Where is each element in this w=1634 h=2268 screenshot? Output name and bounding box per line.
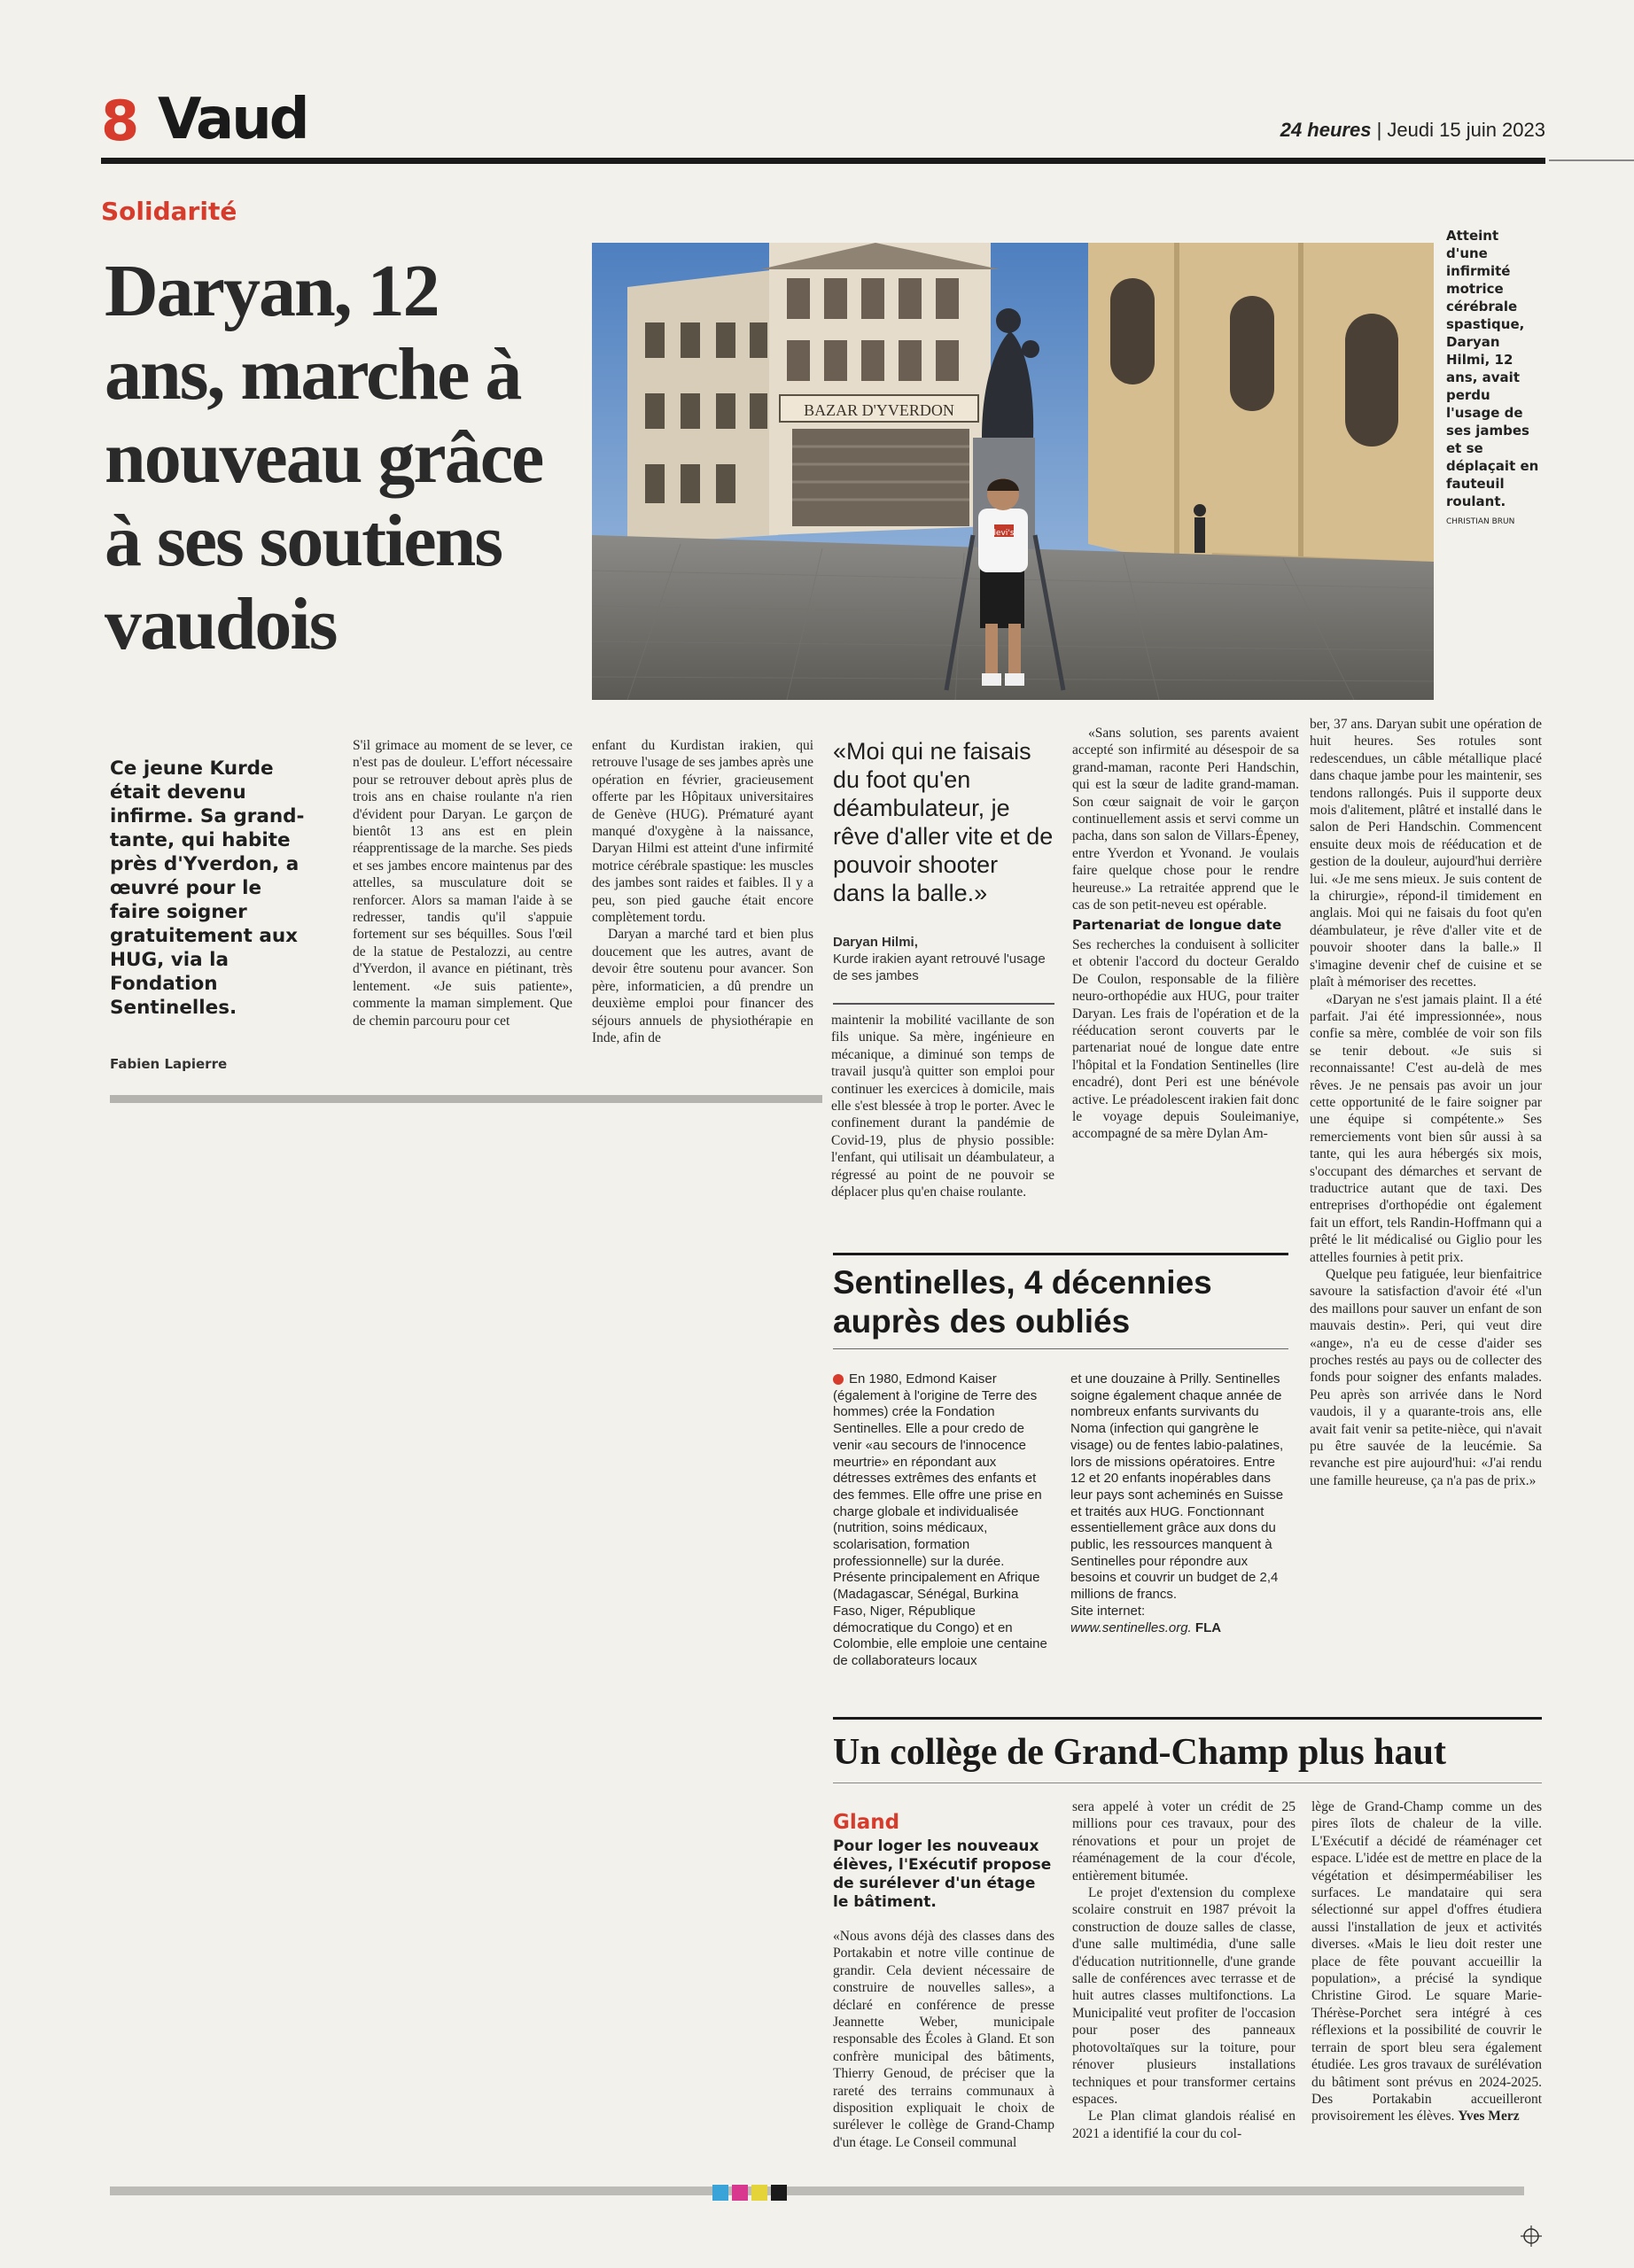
masthead [1280,119,1545,142]
body-column-2 [592,737,813,1046]
shop-sign: BAZAR D'YVERDON [804,401,954,419]
paragraph: S'il grimace au moment de se lever, ce n'est pas de douleur. L'effort nécessaire pour se retrouver debout après plus de trois ans en chaise roulante n'a rien d'évident pour Daryan. Le garçon de bientôt 13 ans est en plein réapprentissage de la marche. Ses pieds et ses jambes encore maintenus par des attelles, sa musculature doit se renforcer. Alors sa maman l'aide à se redresser, tandis qu'il s'appuie fortement sur ses béquilles. Sous l'œil de la statue de Pestalozzi, au centre d'Yverdon, il avance en piétinant, très lentement. «Je suis patiente», commente la maman simplement. Que de chemin parcouru pour cet [353,738,572,1029]
paragraph: maintenir la mobilité vacillante de son fils unique. Sa mère, ingénieure en mécanique, a diminué son temps de travail jusqu'à quitter son emploi pour continuer les exercices à domicile, mais elle s'est blessée à trop le porter. Avec le confinement durant la pandémie de Covid-19, plus de physio possible: l'enfant, qui utilisait un déambulateur, a régressé au point de ne pouvoir se déplacer plus qu'en chaise roulante. [831,1013,1054,1200]
site-label: Site internet: [1070,1603,1146,1619]
paragraph: enfant du Kurdistan irakien, qui retrouve l'usage de ses jambes après une opération en février, gracieusement offerte par les Hôpitaux universitaires de Genève (HUG). Prématuré ayant manqué d'oxygène à la naissance, Daryan Hilmi est atteint d'une infirmité motrice cérébrale spastique: les muscles des jambes sont raides et faibles. Il y a peu, son pied gauche était encore complètement tordu. [592,738,813,926]
paragraph: «Sans solution, ses parents avaient accepté son infirmité au désespoir de sa grand-maman, raconte Peri Handschin, qui est la sœur de ladite grand-maman. Son cœur saignait de voir le garçon continuellement assis et servi comme un pacha, dans son salon de Villars-Épeney, entre Yverdon et Yvonand. Je voulais faire quelque chose pour le rendre heureuse.» La retraitée apprend que le cas de son petit-neveu est opérable. [1072,726,1299,913]
crosshair-icon [1521,2225,1542,2247]
box-title: Sentinelles, 4 décennies auprès des oubliés [833,1264,1212,1340]
article-lead: Ce jeune Kurde était devenu infirme. Sa grand-tante, qui habite près d'Yverdon, a œuvré pour le faire soigner gratuitement aux HUG, via la Fondation Sentinelles. [110,757,305,1019]
box-column-2 [1070,1371,1288,1636]
article-byline: Fabien Lapierre [110,1056,228,1072]
paragraph: Daryan a marché tard et bien plus doucement que les autres, avant de devoir être soutenu pour avancer. Son père, informaticien, a dû prendre un deuxième emploi pour financer des séjours annuels de physiothérapie en Inde, afin de [592,927,813,1045]
box-text: et une douzaine à Prilly. Sentinelles soigne également chaque année de nombreux enfants survivants du Noma (infection qui gangrène le visage) ou de fentes labio-palatines, lors de missions opératoires. Entre 12 et 20 enfants inopérables dans leur pays sont acheminés en Suisse et traités aux HUG. Fonctionnant essentiellement grâce aux dons du public, les ressources manquent à Sentinelles pour répondre aux besoins et couvrir un budget de 2,4 millions de francs. [1070,1371,1284,1603]
pull-quote: «Moi qui ne faisais du foot qu'en déambulateur, je rêve d'aller vite et de pouvoir shooter dans la balle.» [833,738,1054,906]
box-signature: FLA [1194,1619,1222,1635]
shirt-logo: levi's [993,529,1015,538]
article2-byline: Yves Merz [1458,2109,1520,2124]
article-kicker: Solidarité [101,197,237,226]
quote-rule [833,1003,1054,1005]
box-text: En 1980, Edmond Kaiser (également à l'origine de Terre des hommes) crée la Fondation Sentinelles. Elle a pour credo de venir «au secours de l'innocence meurtrie» en répondant aux détresses extrêmes des enfants et des femmes. Elle offre une prise en charge globale et individualisée (nutrition, soins médicaux, scolarisation, formation professionnelle) sur la durée. Présente principalement en Afrique (Madagascar, Sénégal, Burkina Faso, Niger, République démocratique du Congo) et en Colombie, elle emploie une centaine de collaborateurs locaux [833,1371,1047,1668]
article2-top-rule [833,1717,1542,1720]
paragraph: sera appelé à voter un crédit de 25 millions pour ces travaux, pour des rénovations et pour un projet de réaménagement de la cour d'école, entièrement bitumée. [1072,1799,1296,1884]
paragraph: ber, 37 ans. Daryan subit une opération de huit heures. Ses rotules sont redescendues, un câble métallique placé dans chaque jambe pour les maintenir, ses tendons rallongés. Puis il supporte deux mois d'alitement, plâtré et installé dans le salon de Peri Handschin. Commencent ensuite deux mois de rééducation et de gestion de la douleur, aujourd'hui derrière lui. «Je me sens mieux. Je suis content de la chirurgie», répond-il timidement en anglais. Moi qui ne faisais du foot qu'en déambulateur, je rêve d'aller vite et de pouvoir shooter dans la balle.» Il s'imagine devenir chef de cuisine et se plaît à mémoriser des recettes. [1310,717,1542,990]
section-title: Vaud [158,87,307,152]
article-headline: Daryan, 12 ans, marche à nouveau grâce à ses soutiens vaudois [105,250,543,665]
bottom-rule [110,2186,1524,2195]
paragraph: Le projet d'extension du complexe scolaire construit en 1987 prévoit la construction de douze salles de classe, d'une salle multimédia, d'une salle d'éducation nutritionnelle, d'une grande salle de conférences avec terrasse et de huit autres classes multifonctions. La Municipalité veut profiter de l'occasion pour poser des panneaux photovoltaïques sur la toiture, pour rénover plusieurs installations techniques et pour transformer certains espaces. [1072,1885,1296,2107]
article2-column-2 [1072,1798,1296,2142]
photo-caption [1446,227,1544,531]
article2-headline: Un collège de Grand-Champ plus haut [833,1732,1446,1773]
pedestrian [1194,504,1206,553]
margin-rule [1549,159,1634,161]
masthead-name: 24 heures [1280,119,1372,141]
body-column-5 [1310,716,1542,1489]
registration-marks [712,2185,790,2201]
article2-kicker: Gland [833,1811,900,1834]
article2-column-1 [833,1928,1054,2151]
box-column-1 [833,1371,1054,1670]
paragraph: «Daryan ne s'est jamais plaint. Il a été parfait. J'ai été impressionnée», nous confie sa mère, comblée de voir son fils se tenir debout. «Je suis si reconnaissante! C'est au-delà de mes rêves. Je ne pensais pas avoir un jour cette opportunité de le faire soigner par une équipe si compétente.» Ses remerciements vont bien sûr aussi à sa tante, qui les aura hébergés six mois, s'occupant des démarches et servant de traductrice autant que de taxi. Des entreprises d'orthopédie ont également fait un effort, tels Randin-Hoffmann qui a prêté le lit médicalisé ou Giglio pour les attelles fournies à petit prix. [1310,991,1542,1265]
article2-lead: Pour loger les nouveaux élèves, l'Exécutif propose de surélever d'un étage le bâtiment. [833,1837,1052,1911]
quote-role: Kurde irakien ayant retrouvé l'usage de ses jambes [833,951,1046,983]
body-column-4 [1072,725,1299,1143]
quote-attribution [833,934,1054,984]
paragraph: Le Plan climat glandois réalisé en 2021 a identifié la cour du col- [1072,2109,1296,2141]
body-column-3 [831,1012,1054,1200]
paragraph: lège de Grand-Champ comme un des pires îlots de chaleur de la ville. L'Exécutif a décidé de réaménager cet espace. L'idée est de mettre en place de la végétation et désimperméabiliser les surfaces. Le mandataire qui sera sélectionné sur appel d'offres étudiera aussi l'installation de jeux et activités diverses. «Mais le lieu doit rester une place de fête pouvant accueillir la population», a précisé la syndique Christine Girod. Le square Marie-Thérèse-Porchet sera intégré à ces réflexions et la possibilité de couvrir le terrain de sport bleu sera également étudiée. Les gros travaux de surélévation du bâtiment sont prévus en 2024-2025. Des Portakabin accueilleront provisoirement les élèves. [1311,1799,1542,2124]
quote-name: Daryan Hilmi, [833,935,918,950]
box-rule [833,1348,1288,1349]
paragraph: Ses recherches la conduisent à solliciter et obtenir l'accord du docteur Geraldo De Coulon, responsable de la filière neuro-orthopédie aux HUG, pour traiter Daryan. Les frais de l'opération et de la rééducation seront couverts par le partenariat noué de longue date entre l'hôpital et la Fondation Sentinelles (lire encadré), dont Peri est une bénévole active. Le préadolescent irakien fait donc le voyage depuis Souleimaniye, accompagné de sa mère Dylan Am- [1072,936,1299,1142]
cyan-mark [712,2185,728,2201]
header-rule [101,158,1545,164]
subheading: Partenariat de longue date [1072,917,1282,934]
yellow-mark [751,2185,767,2201]
article-photo [592,243,1434,700]
photo-credit: CHRISTIAN BRUN [1446,517,1515,526]
black-mark [771,2185,787,2201]
magenta-mark [732,2185,748,2201]
paragraph: Quelque peu fatiguée, leur bienfaitrice savoure la satisfaction d'avoir été «l'un des maillons pour sauver un enfant de son mauvais destin». Peri, qui veut dire «ange», n'a eu de cesse d'aider ses proches restés au pays ou de collecter des fonds pour soigner des enfants malades. Peu après son arrivée dans le Nord vaudois, il y a quarante-trois ans, elle avait fait venir sa petite-nièce, qui n'avait pu être sauvée de la leucémie. Sa revanche est pire aujourd'hui: «J'ai rendu une famille heureuse, ça n'a pas de prix.» [1310,1267,1542,1488]
issue-date: | Jeudi 15 juin 2023 [1376,119,1545,141]
body-column-1 [353,737,572,1029]
box-top-rule [833,1253,1288,1255]
bullet-dot [833,1374,844,1385]
separator-rule [110,1095,822,1103]
site-link[interactable]: www.sentinelles.org. [1070,1619,1192,1635]
caption-text: Atteint d'une infirmité motrice cérébrale spastique, Daryan Hilmi, 12 ans, avait perdu l'usage de ses jambes et se déplaçait en fauteuil roulant. [1446,228,1539,509]
paragraph: «Nous avons déjà des classes dans des Portakabin et notre ville continue de grandir. Cela devient nécessaire de construire de nouvelles salles», a déclaré en conférence de presse Jeannette Weber, municipale responsable des Écoles à Gland. Et son confrère municipal des bâtiments, Thierry Genoud, de préciser que la rareté des terrains communaux à disposition expliquait le choix de surélever le collège de Grand-Champ d'un étage. Le Conseil communal [833,1929,1054,2150]
article2-column-3 [1311,1798,1542,2125]
page-number: 8 [101,89,138,153]
